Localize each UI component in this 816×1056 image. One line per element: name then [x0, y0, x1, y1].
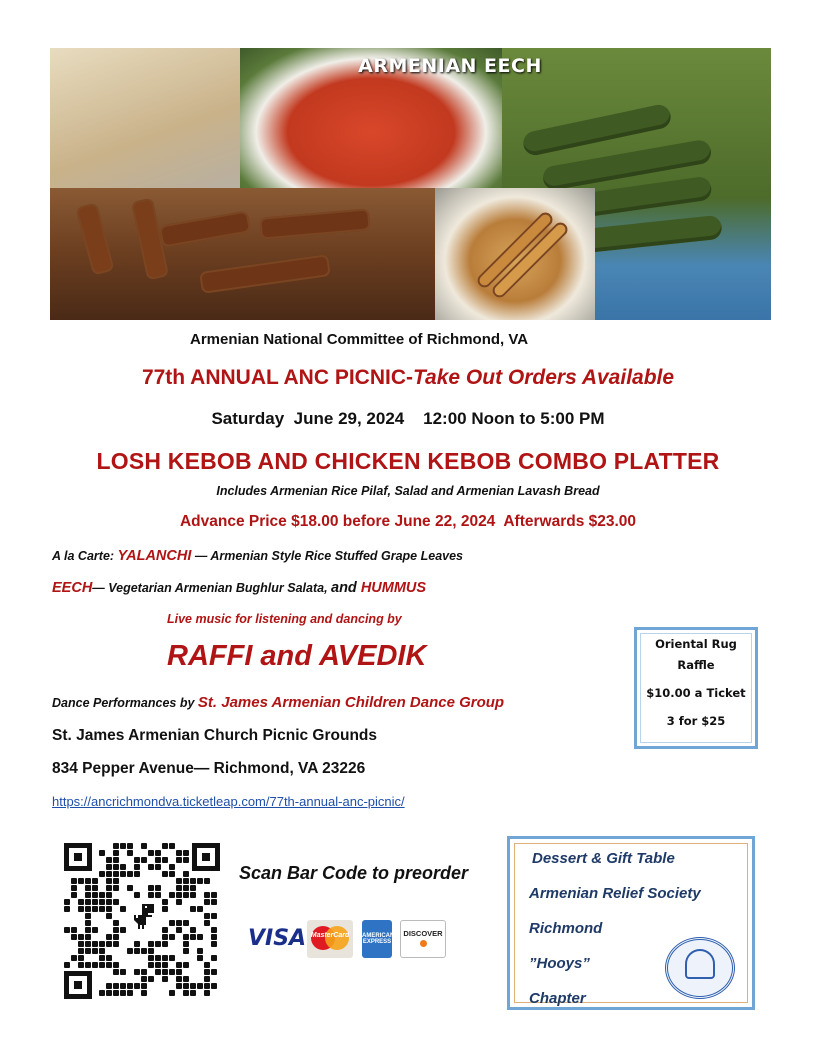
qr-module [183, 885, 189, 891]
qr-module [176, 850, 182, 856]
qr-module [113, 878, 119, 884]
qr-module [71, 927, 77, 933]
qr-module [85, 913, 91, 919]
qr-module [169, 920, 175, 926]
qr-module [197, 955, 203, 961]
platter-title: LOSH KEBOB AND CHICKEN KEBOB COMBO PLATTER [96, 448, 720, 474]
qr-module [183, 934, 189, 940]
qr-module [106, 892, 112, 898]
qr-module [162, 906, 168, 912]
event-headline [0, 366, 816, 390]
eech-line [52, 580, 426, 596]
qr-module [183, 962, 189, 968]
qr-module [92, 878, 98, 884]
qr-module [134, 864, 140, 870]
qr-module [190, 906, 196, 912]
qr-module [78, 941, 84, 947]
qr-module [211, 941, 217, 947]
qr-module [141, 843, 147, 849]
qr-module [176, 892, 182, 898]
qr-module [106, 934, 112, 940]
rice-pilaf-photo [50, 48, 240, 188]
qr-module [113, 934, 119, 940]
qr-module [64, 906, 70, 912]
qr-module [204, 969, 210, 975]
discover-icon [400, 920, 446, 958]
qr-module [183, 941, 189, 947]
qr-module [127, 983, 133, 989]
qr-module [162, 857, 168, 863]
qr-module [183, 920, 189, 926]
qr-module [85, 927, 91, 933]
collage-caption: ARMENIAN EECH [358, 55, 542, 77]
qr-module [92, 885, 98, 891]
mastercard-icon [307, 920, 353, 958]
qr-module [106, 955, 112, 961]
qr-module [197, 948, 203, 954]
raffle-bundle-price: 3 for $25 [666, 714, 726, 728]
qr-module [211, 983, 217, 989]
qr-module [120, 871, 126, 877]
chicken-kebob-photo [435, 188, 595, 320]
qr-module [176, 962, 182, 968]
qr-module [148, 976, 154, 982]
qr-module [113, 962, 119, 968]
qr-module [190, 983, 196, 989]
qr-module [176, 983, 182, 989]
qr-module [127, 990, 133, 996]
qr-module [78, 934, 84, 940]
dinosaur-icon [128, 901, 158, 935]
qr-module [148, 892, 154, 898]
qr-module [211, 892, 217, 898]
qr-module [169, 871, 175, 877]
qr-module [78, 948, 84, 954]
qr-module [106, 990, 112, 996]
qr-module [176, 899, 182, 905]
date-time-line: Saturday June 29, 2024 12:00 Noon to 5:00 PM [211, 409, 605, 428]
qr-module [92, 899, 98, 905]
qr-module [99, 990, 105, 996]
qr-module [134, 871, 140, 877]
qr-module [148, 941, 154, 947]
qr-module [190, 885, 196, 891]
ticket-link[interactable]: https://ancrichmondva.ticketleap.com/77th-annual-anc-picnic/ [52, 794, 405, 809]
qr-module [78, 906, 84, 912]
dessert-line-2: Armenian Relief Society [529, 885, 701, 902]
qr-module [148, 864, 154, 870]
qr-module [176, 885, 182, 891]
dance-performances-line [52, 694, 504, 711]
dessert-line-5: Chapter [529, 990, 586, 1007]
qr-module [85, 920, 91, 926]
qr-module [134, 983, 140, 989]
qr-module [134, 948, 140, 954]
raffle-box [634, 627, 758, 749]
qr-module [148, 850, 154, 856]
qr-module [134, 969, 140, 975]
qr-module [162, 962, 168, 968]
qr-module [141, 990, 147, 996]
qr-module [155, 941, 161, 947]
qr-module [92, 906, 98, 912]
qr-module [106, 941, 112, 947]
qr-module [204, 990, 210, 996]
qr-module [148, 948, 154, 954]
qr-module [190, 878, 196, 884]
band-name: RAFFI and AVEDIK [167, 640, 427, 672]
qr-module [106, 857, 112, 863]
qr-module [113, 843, 119, 849]
qr-module [85, 948, 91, 954]
qr-module [155, 885, 161, 891]
qr-module [85, 934, 91, 940]
qr-module [162, 941, 168, 947]
qr-module [99, 906, 105, 912]
qr-module [106, 906, 112, 912]
qr-module [71, 934, 77, 940]
qr-module [106, 871, 112, 877]
qr-module [113, 899, 119, 905]
qr-module [85, 885, 91, 891]
qr-module [211, 913, 217, 919]
venue-name: St. James Armenian Church Picnic Grounds [52, 727, 378, 744]
qr-module [120, 990, 126, 996]
qr-module [92, 927, 98, 933]
qr-module [162, 871, 168, 877]
qr-module [71, 885, 77, 891]
qr-module [134, 857, 140, 863]
qr-module [99, 962, 105, 968]
qr-module [106, 983, 112, 989]
yalanchi-description: — Armenian Style Rice Stuffed Grape Leaves [191, 549, 463, 563]
hummus-item: HUMMUS [360, 580, 427, 596]
qr-module [106, 962, 112, 968]
qr-module [71, 892, 77, 898]
qr-module [211, 927, 217, 933]
food-photo-collage [50, 48, 771, 320]
qr-module [64, 927, 70, 933]
qr-module [204, 913, 210, 919]
qr-module [183, 871, 189, 877]
qr-module [85, 962, 91, 968]
qr-module [169, 864, 175, 870]
qr-module [120, 969, 126, 975]
scan-instruction: Scan Bar Code to preorder [239, 863, 469, 883]
qr-module [183, 857, 189, 863]
qr-module [197, 906, 203, 912]
qr-module [183, 892, 189, 898]
qr-module [204, 892, 210, 898]
qr-module [127, 850, 133, 856]
qr-module [141, 976, 147, 982]
qr-module [120, 864, 126, 870]
raffle-price: $10.00 a Ticket [646, 686, 746, 700]
dessert-line-3: Richmond [529, 920, 603, 937]
qr-module [113, 990, 119, 996]
qr-module [99, 871, 105, 877]
qr-module [92, 962, 98, 968]
qr-module [155, 892, 161, 898]
qr-module [211, 969, 217, 975]
qr-module [113, 969, 119, 975]
qr-module [155, 850, 161, 856]
qr-module [183, 878, 189, 884]
qr-module [134, 892, 140, 898]
venue-address: 834 Pepper Avenue— Richmond, VA 23226 [52, 760, 366, 777]
qr-module [162, 969, 168, 975]
qr-module [127, 885, 133, 891]
qr-module [99, 892, 105, 898]
headline-main: 77th ANNUAL ANC PICNIC- [141, 366, 413, 389]
visa-icon: VISA [248, 926, 307, 951]
qr-finder-icon [192, 843, 220, 871]
qr-module [211, 955, 217, 961]
qr-module [85, 892, 91, 898]
qr-module [64, 962, 70, 968]
qr-module [113, 927, 119, 933]
qr-module [85, 906, 91, 912]
qr-module [99, 948, 105, 954]
qr-module [183, 948, 189, 954]
qr-module [134, 941, 140, 947]
qr-module [78, 962, 84, 968]
qr-module [162, 899, 168, 905]
qr-module [99, 899, 105, 905]
qr-module [169, 990, 175, 996]
eech-item: EECH [52, 580, 93, 596]
qr-module [106, 885, 112, 891]
ars-seal-icon [665, 937, 735, 999]
qr-module [190, 990, 196, 996]
price-line: Advance Price $18.00 before June 22, 2024 Afterwards $23.00 [179, 513, 637, 530]
amex-icon: AMERICAN EXPRESS [362, 920, 392, 958]
qr-module [190, 934, 196, 940]
dessert-line-1: Dessert & Gift Table [532, 850, 675, 867]
qr-module [71, 878, 77, 884]
qr-module [113, 850, 119, 856]
qr-module [155, 969, 161, 975]
qr-module [176, 927, 182, 933]
qr-module [190, 927, 196, 933]
qr-module [113, 983, 119, 989]
qr-module [169, 843, 175, 849]
eech-description: — Vegetarian Armenian Bughlur Salata, [92, 581, 332, 595]
a-la-carte-line [52, 548, 463, 564]
qr-module [211, 934, 217, 940]
qr-module [162, 976, 168, 982]
qr-module [204, 899, 210, 905]
qr-module [92, 948, 98, 954]
qr-module [176, 878, 182, 884]
qr-module [169, 955, 175, 961]
qr-module [92, 941, 98, 947]
dessert-gift-table-box [507, 836, 755, 1010]
qr-module [162, 843, 168, 849]
qr-code[interactable] [64, 843, 220, 999]
qr-module [99, 955, 105, 961]
qr-module [211, 899, 217, 905]
qr-module [99, 941, 105, 947]
qr-module [141, 983, 147, 989]
qr-module [106, 878, 112, 884]
dance-group-name: St. James Armenian Children Dance Group [197, 694, 505, 711]
a-la-carte-label: A la Carte: [52, 549, 118, 563]
raffle-line-2: Raffle [677, 658, 715, 672]
qr-module [176, 969, 182, 975]
qr-module [127, 948, 133, 954]
qr-module [183, 850, 189, 856]
qr-module [99, 850, 105, 856]
qr-module [113, 857, 119, 863]
qr-module [162, 927, 168, 933]
qr-module [113, 941, 119, 947]
qr-module [120, 843, 126, 849]
qr-module [183, 983, 189, 989]
qr-module [106, 864, 112, 870]
qr-module [148, 962, 154, 968]
qr-module [113, 871, 119, 877]
qr-module [162, 934, 168, 940]
qr-module [148, 955, 154, 961]
qr-module [120, 906, 126, 912]
raffle-line-1: Oriental Rug [655, 637, 737, 651]
qr-module [85, 878, 91, 884]
qr-module [204, 976, 210, 982]
qr-module [204, 983, 210, 989]
qr-module [106, 899, 112, 905]
dessert-line-4: ”Hooys” [529, 955, 590, 972]
mastercard-label: MasterCard [310, 932, 350, 939]
dance-label: Dance Performances by [52, 696, 198, 710]
qr-module [162, 955, 168, 961]
eech-and: and [331, 580, 361, 596]
qr-module [197, 934, 203, 940]
qr-module [204, 962, 210, 968]
qr-module [183, 990, 189, 996]
qr-module [106, 913, 112, 919]
qr-module [169, 892, 175, 898]
qr-module [120, 927, 126, 933]
qr-module [176, 976, 182, 982]
qr-module [78, 899, 84, 905]
yalanchi-item: YALANCHI [117, 548, 192, 564]
qr-module [127, 871, 133, 877]
qr-module [204, 920, 210, 926]
qr-module [197, 878, 203, 884]
qr-finder-icon [64, 843, 92, 871]
qr-finder-icon [64, 971, 92, 999]
qr-module [92, 892, 98, 898]
platter-includes: Includes Armenian Rice Pilaf, Salad and Armenian Lavash Bread [216, 484, 600, 498]
live-music-line: Live music for listening and dancing by [167, 612, 402, 626]
qr-module [113, 885, 119, 891]
qr-module [176, 857, 182, 863]
qr-module [64, 899, 70, 905]
qr-module [169, 969, 175, 975]
qr-module [78, 878, 84, 884]
qr-module [155, 857, 161, 863]
losh-kebob-photo [50, 188, 435, 320]
qr-module [78, 955, 84, 961]
qr-module [169, 934, 175, 940]
qr-module [85, 941, 91, 947]
headline-takeout: Take Out Orders Available [413, 366, 675, 389]
qr-module [85, 899, 91, 905]
qr-module [155, 864, 161, 870]
qr-module [113, 920, 119, 926]
qr-module [183, 976, 189, 982]
qr-module [120, 983, 126, 989]
qr-module [155, 962, 161, 968]
qr-module [197, 983, 203, 989]
qr-module [190, 892, 196, 898]
qr-module [204, 878, 210, 884]
qr-module [141, 857, 147, 863]
qr-module [176, 920, 182, 926]
qr-module [113, 864, 119, 870]
qr-module [127, 843, 133, 849]
qr-module [71, 955, 77, 961]
qr-module [148, 885, 154, 891]
discover-label: DISCOVER [403, 929, 443, 938]
qr-module [141, 948, 147, 954]
organizer-line: Armenian National Committee of Richmond, VA [190, 331, 529, 348]
qr-module [155, 955, 161, 961]
qr-module [141, 969, 147, 975]
